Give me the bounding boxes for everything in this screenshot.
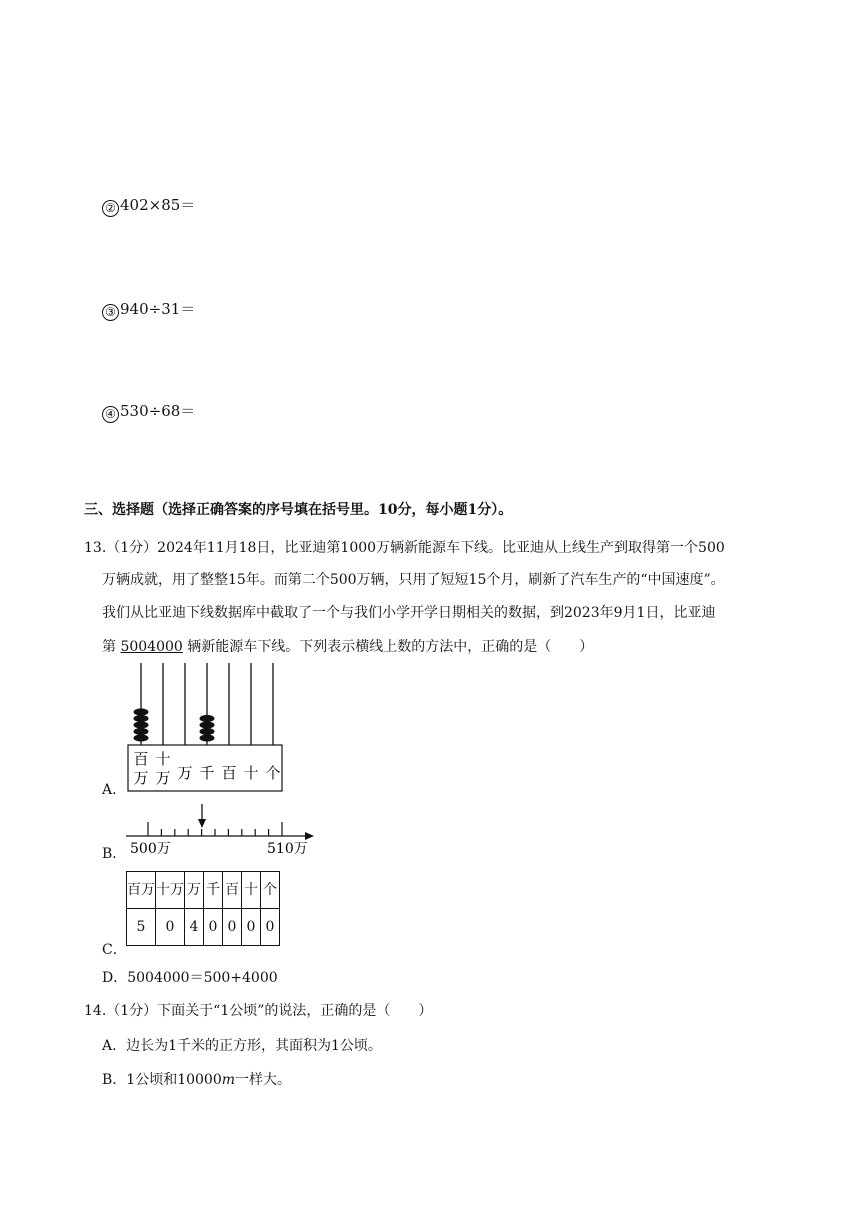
place-header: 个 — [261, 872, 280, 909]
q13-line-4-suffix: 辆新能源车下线。下列表示横线上数的方法中，正确的是（ ） — [187, 639, 594, 655]
q13-line-4 — [102, 636, 593, 656]
calc-expression: 530÷68＝ — [120, 402, 196, 420]
q14-option-b-suffix: 一样大。 — [235, 1072, 292, 1088]
place-header: 千 — [204, 872, 223, 909]
place-value-table-wrap — [126, 871, 280, 946]
circled-number: ④ — [102, 406, 119, 423]
abacus-place-label: 十 — [243, 764, 259, 782]
abacus-place-label: 万 — [155, 769, 171, 787]
place-digit: 4 — [185, 909, 204, 946]
underlined-number: 5004000 — [120, 639, 183, 655]
abacus-bead — [134, 715, 149, 722]
place-header: 百 — [223, 872, 242, 909]
abacus-place-label: 千 — [199, 764, 215, 782]
abacus-place-label: 万 — [133, 769, 149, 787]
abacus-bead — [200, 721, 215, 728]
abacus-place-label: 十 — [155, 750, 171, 768]
calc-item-2 — [102, 194, 195, 217]
place-header: 十 — [242, 872, 261, 909]
place-digit: 0 — [242, 909, 261, 946]
pointer-arrowhead — [198, 819, 206, 828]
abacus-place-label: 百 — [221, 764, 237, 782]
place-header: 百万 — [127, 872, 156, 909]
q14-option-a: A．边长为1千米的正方形，其面积为1公顷。 — [102, 1038, 382, 1054]
abacus-bead — [134, 721, 149, 728]
calc-item-3 — [102, 298, 195, 321]
abacus-place-label: 百 — [133, 750, 149, 768]
number-line-right-label: 510万 — [267, 841, 308, 857]
number-line-ticks — [148, 822, 282, 836]
place-digit: 0 — [156, 909, 185, 946]
abacus-bead — [200, 728, 215, 735]
q13-line-1: 13.（1分）2024年11月18日，比亚迪第1000万辆新能源车下线。比亚迪从上线生产到取得第一个500 — [84, 540, 725, 556]
abacus-place-label: 个 — [265, 764, 281, 782]
q14-option-b-prefix: B．1公顷和10000 — [102, 1072, 222, 1088]
abacus-place-label: 万 — [177, 764, 193, 782]
section-title: 三、选择题（选择正确答案的序号填在括号里。10分，每小题1分）。 — [84, 502, 513, 518]
calc-expression: 940÷31＝ — [120, 300, 196, 318]
option-a-label: A． — [102, 782, 127, 798]
unit-m: m — [221, 1072, 236, 1088]
option-b-label: B． — [102, 846, 127, 862]
q13-line-4-prefix: 第 — [102, 639, 116, 655]
option-c-label: C． — [102, 942, 127, 958]
number-line-arrowhead — [305, 832, 314, 840]
place-value-table — [126, 871, 280, 946]
abacus-bead — [200, 734, 215, 741]
circled-number: ③ — [102, 304, 119, 321]
place-header: 十万 — [156, 872, 185, 909]
q14-option-b — [102, 1069, 291, 1089]
abacus-bead — [200, 715, 215, 722]
q13-line-3: 我们从比亚迪下线数据库中截取了一个与我们小学开学日期相关的数据，到2023年9月1日，比亚迪 — [102, 605, 716, 621]
calc-item-4 — [102, 400, 195, 423]
abacus-bead — [134, 728, 149, 735]
abacus-figure — [124, 660, 286, 794]
abacus-bead — [134, 734, 149, 741]
place-digit: 5 — [127, 909, 156, 946]
number-line-left-label: 500万 — [130, 841, 171, 857]
abacus-rods — [134, 663, 274, 745]
q14-stem: 14.（1分）下面关于“1公顷”的说法，正确的是（ ） — [84, 1003, 433, 1019]
number-line-figure — [124, 800, 319, 862]
place-header: 万 — [185, 872, 204, 909]
place-value-digit-row — [127, 909, 280, 946]
circled-number: ② — [102, 200, 119, 217]
place-digit: 0 — [261, 909, 280, 946]
abacus-labels — [133, 750, 280, 787]
q13-line-2: 万辆成就，用了整整15年。而第二个500万辆，只用了短短15个月，刷新了汽车生产的“中国速度”。 — [102, 572, 725, 588]
calc-expression: 402×85＝ — [120, 196, 196, 214]
abacus-bead — [134, 708, 149, 715]
place-digit: 0 — [223, 909, 242, 946]
place-value-header-row — [127, 872, 280, 909]
option-d-text: D．5004000＝500+4000 — [102, 970, 278, 986]
place-digit: 0 — [204, 909, 223, 946]
